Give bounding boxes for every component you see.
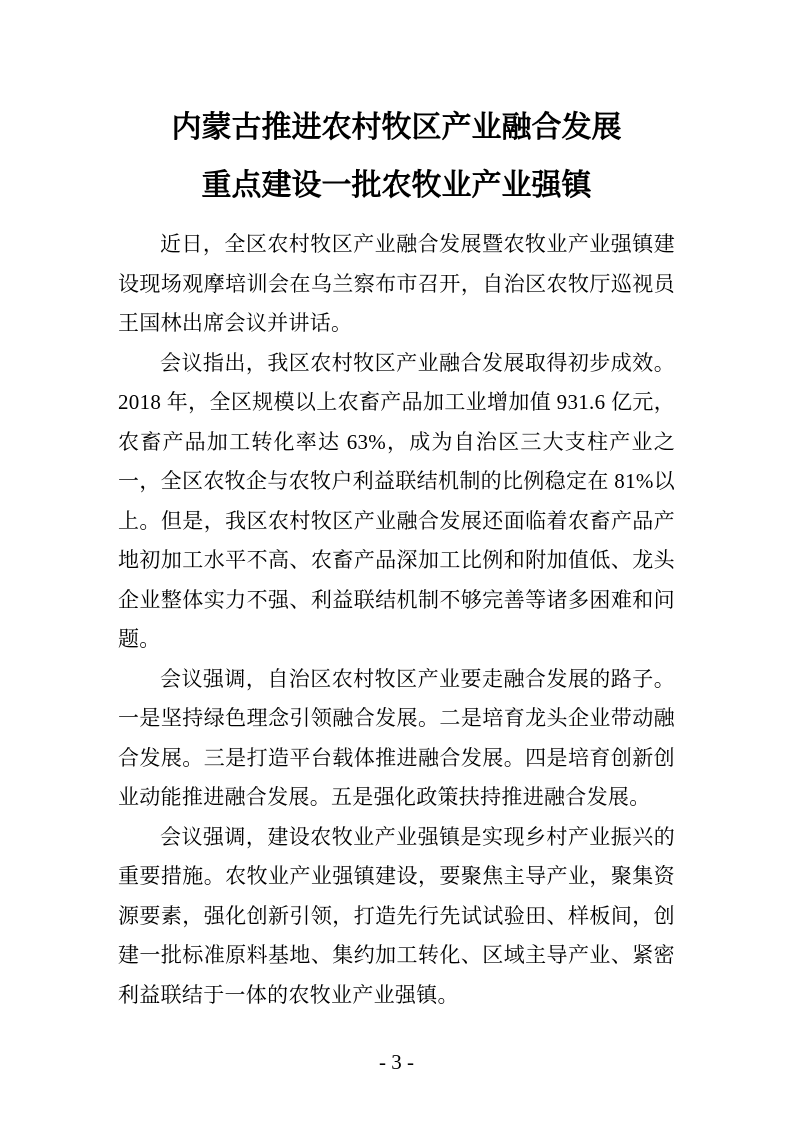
paragraph-1: 近日，全区农村牧区产业融合发展暨农牧业产业强镇建设现场观摩培训会在乌兰察布市召开，自治区农牧厅巡视员王国林出席会议并讲话。 (118, 232, 675, 335)
page-number: - 3 - (379, 1050, 414, 1074)
doc-title-line-2: 重点建设一批农牧业产业强镇 (201, 169, 592, 202)
paragraph-4: 会议强调，建设农牧业产业强镇是实现乡村产业振兴的重要措施。农牧业产业强镇建设，要聚焦主导产业，聚集资源要素，强化创新引领，打造先行先试试验田、样板间，创建一批标准原料基地、集约加工转化、区域主导产业、紧密利益联结于一体的农牧业产业强镇。 (118, 824, 675, 1007)
paragraph-3: 会议强调，自治区农村牧区产业要走融合发展的路子。一是坚持绿色理念引领融合发展。二是培育龙头企业带动融合发展。三是打造平台载体推进融合发展。四是培育创新创业动能推进融合发展。五是强化政策扶持推进融合发展。 (118, 666, 675, 809)
doc-title-line-1: 内蒙古推进农村牧区产业融合发展 (171, 111, 622, 144)
document-content (118, 0, 675, 1015)
paragraph-2: 会议指出，我区农村牧区产业融合发展取得初步成效。2018 年，全区规模以上农畜产品加工业增加值 931.6 亿元，农畜产品加工转化率达 63%，成为自治区三大支柱产业之一，全区农牧企与农牧户利益联结机制的比例稳定在 81%以上。但是，我区农村牧区产业融合发展还面临着农畜产品产地初加工水平不高、农畜产品深加工比例和附加值低、龙头企业整体实力不强、利益联结机制不够完善等诸多困难和问题。 (118, 350, 675, 651)
doc-body (118, 225, 675, 1015)
